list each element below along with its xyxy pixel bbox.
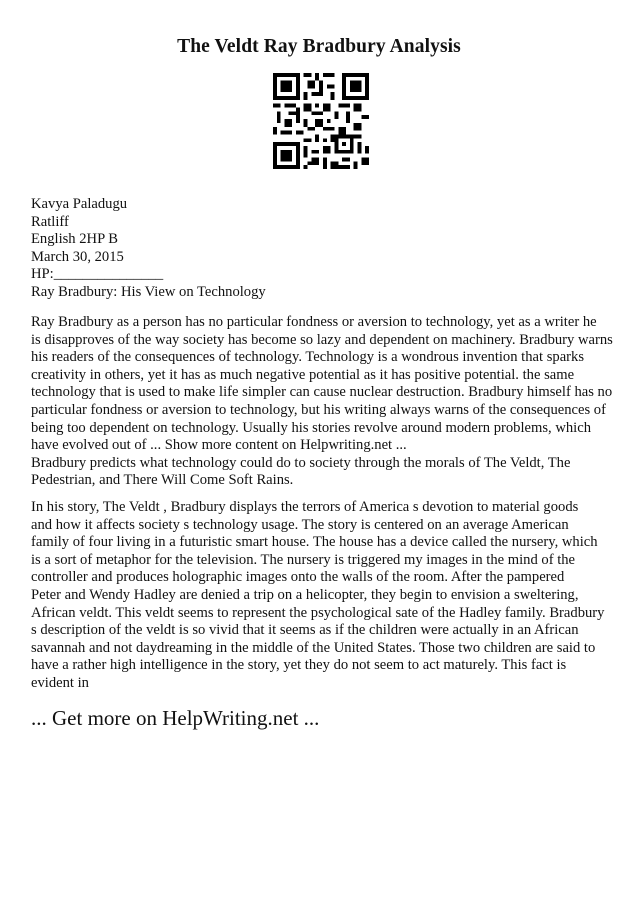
text-line: Bradbury predicts what technology could do to society through the morals of The Veldt, The [31,454,571,471]
text-line: African veldt. This veldt seems to represent the psychological sate of the Hadley family. Bradbury [31,604,605,621]
text-line: evident in [31,674,89,691]
text-line: is disapproves of the way society has become so lazy and dependent on machinery. Bradbury warns [31,331,613,348]
essay-subtitle: Ray Bradbury: His View on Technology [31,283,266,300]
text-line: creativity in others, yet it has as much negative potential as it has positive potential. the same [31,366,575,383]
text-line: controller and produces holographic images onto the walls of the room. After the pampered [31,569,565,586]
teacher-name: Ratliff [31,213,69,230]
text-line: family of four living in a futuristic smart house. The house has a device called the nursery, which [31,534,598,551]
paragraph-1 [31,314,617,490]
course-name: English 2HP B [31,231,119,248]
text-line: s description of the veldt is so vivid that it seems as if the children were actually in an African [31,622,579,639]
text-line: and how it affects society s technology usage. The story is centered on an average American [31,516,569,533]
text-line: being too dependent on technology. Usually his stories revolve around modern problems, which [31,419,591,436]
author-name: Kavya Paladugu [31,196,128,212]
text-line: technology that is used to make life simpler can cause nuclear destruction. Bradbury himself has no [31,384,613,401]
text-line: have evolved out of ... Show more content on Helpwriting.net ... [31,437,407,454]
text-line: his readers of the consequences of technology. Technology is a wondrous invention that sparks [31,349,585,366]
document-title: The Veldt Ray Bradbury Analysis [177,36,461,57]
text-line: particular fondness or aversion to technology, but his writing always warns of the consequences of [31,401,606,418]
text-line: is a sort of metaphor for the television. The nursery is triggered my images in the mind of the [31,551,576,568]
author-block [31,196,617,302]
text-line: In his story, The Veldt , Bradbury displays the terrors of America s devotion to material goods [31,499,579,515]
text-line: savannah and not daydreaming in the middle of the United States. Those two children are said to [31,639,596,656]
text-line: have a rather high intelligence in the story, yet they do not seem to act maturely. This fact is [31,657,567,674]
hp-field: HP:_______________ [31,266,164,283]
text-line: Pedestrian, and There Will Come Soft Rains. [31,472,294,489]
paragraph-2 [31,499,617,693]
text-line: Ray Bradbury as a person has no particular fondness or aversion to technology, yet as a writer he [31,314,597,330]
date: March 30, 2015 [31,248,124,265]
text-line: Peter and Wendy Hadley are denied a trip on a helicopter, they begin to envision a sweltering, [31,586,579,603]
qr-code-icon [273,73,369,169]
get-more-link[interactable]: ... Get more on HelpWriting.net ... [31,706,320,730]
